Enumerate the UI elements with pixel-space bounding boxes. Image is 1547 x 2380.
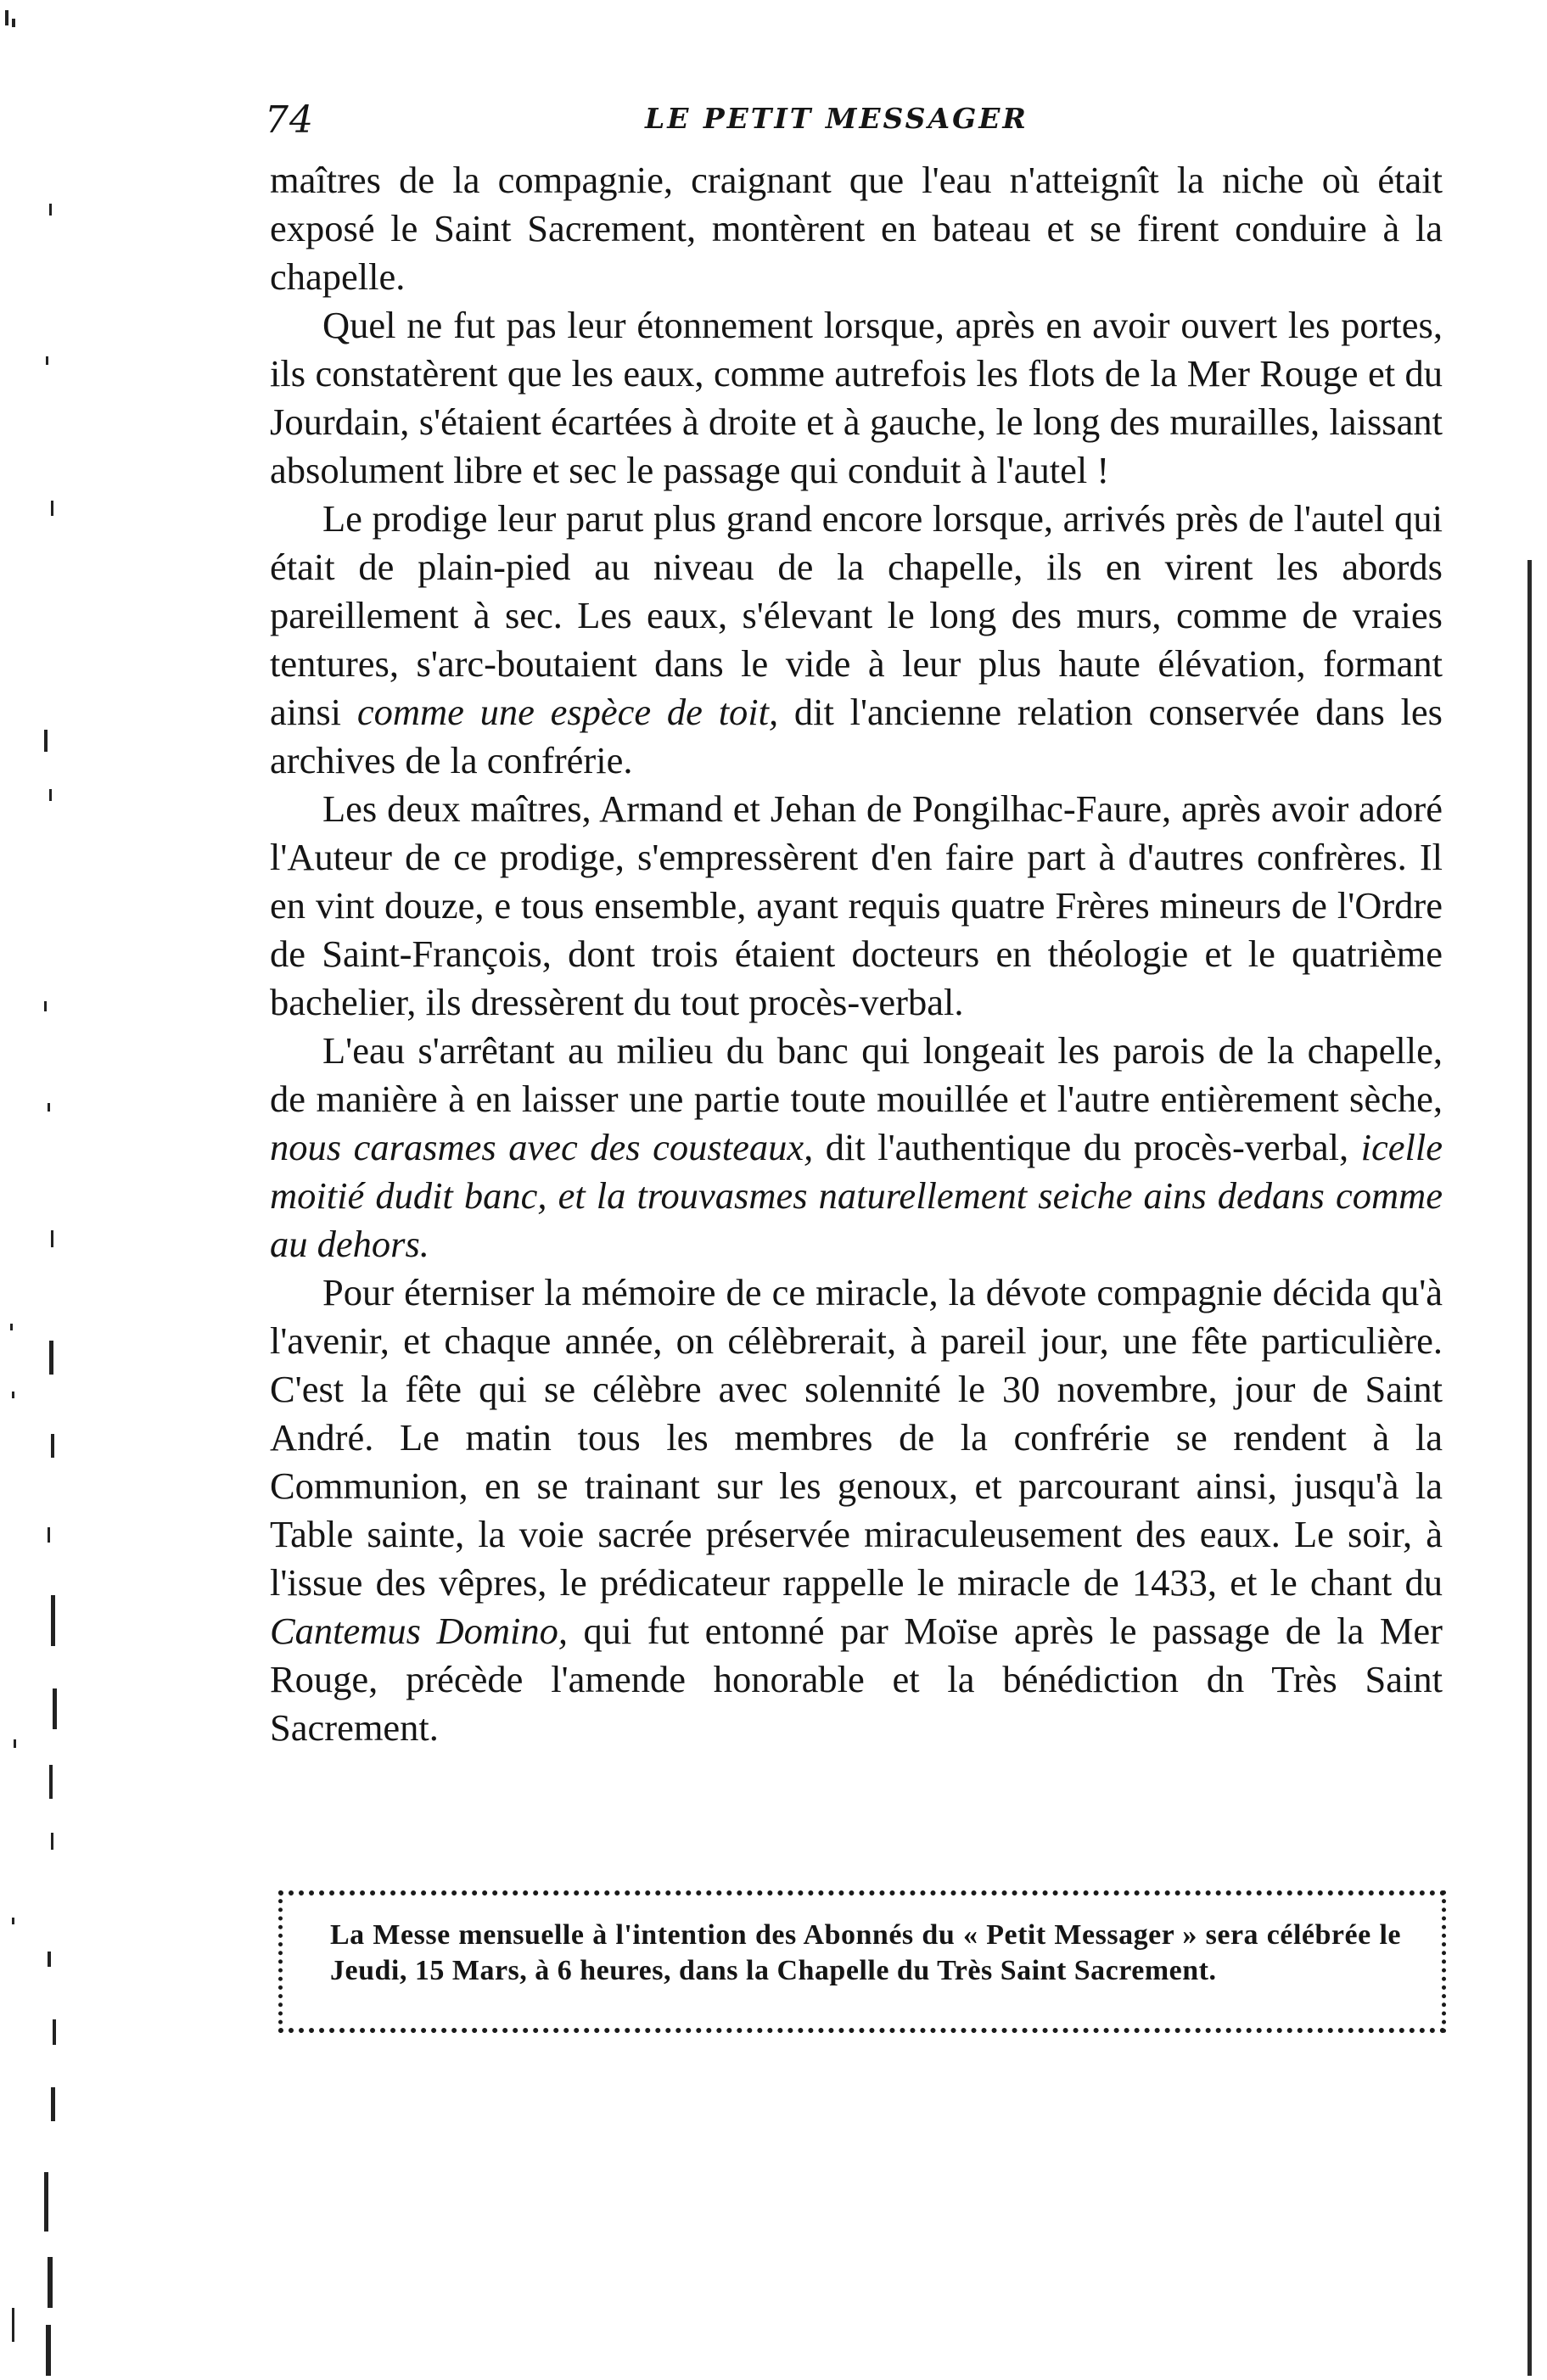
paragraph-5-text-a: L'eau s'arrêtant au milieu du banc qui longeait les parois de la chapelle, de manière à en laisser une partie toute mouillée et l'autre entièrement sèche, <box>270 1029 1443 1120</box>
scan-margin-artifacts <box>0 0 76 2380</box>
page-number: 74 <box>265 98 314 142</box>
paragraph-5-quote-2: icelle moitié dudit banc, et la trouvasmes naturellement seiche ains dedans comme au dehors. <box>270 1126 1443 1265</box>
main-text <box>270 156 1443 1752</box>
mass-notice-text: La Messe mensuelle à l'intention des Abonnés du « Petit Messager » sera célébrée le Jeudi, 15 Mars, à 6 heures, dans la Chapelle du Très Saint Sacrement. <box>330 1919 1401 1986</box>
paragraph-3-quote: comme une espèce de toit, <box>356 691 779 733</box>
paragraph-6 <box>270 1268 1443 1752</box>
paragraph-6-quote: Cantemus Domino, <box>270 1610 568 1652</box>
paragraph-1: maîtres de la compagnie, craignant que l'eau n'atteignît la niche où était exposé le Saint Sacrement, montèrent en bateau et se firent conduire à la chapelle. <box>270 159 1443 298</box>
page-edge-shadow <box>1527 560 1532 2376</box>
paragraph-5 <box>270 1027 1443 1268</box>
paragraph-5-quote-1: nous carasmes avec des cousteaux, <box>270 1126 814 1168</box>
paragraph-6-text-b: qui fut entonné par Moïse après le passage de la Mer Rouge, précède l'amende honorable et la bénédiction dn Très Saint Sacrement. <box>270 1610 1443 1749</box>
paragraph-4: Les deux maîtres, Armand et Jehan de Pongilhac-Faure, après avoir adoré l'Auteur de ce prodige, s'empressèrent d'en faire part à d'autres confrères. Il en vint douze, e tous ensemble, ayant requis quatre Frères mineurs de l'Ordre de Saint-François, dont trois étaient docteurs en théologie et le quatrième bachelier, ils dressèrent du tout procès-verbal. <box>270 787 1443 1023</box>
paragraph-3 <box>270 495 1443 785</box>
paragraph-3-text-b: dit l'ancienne relation conservée dans les archives de la confrérie. <box>270 691 1443 781</box>
paragraph-2: Quel ne fut pas leur étonnement lorsque, après en avoir ouvert les portes, ils constatèrent que les eaux, comme autrefois les flots de la Mer Rouge et du Jourdain, s'étaient écartées à droite et à gauche, le long des murailles, laissant absolument libre et sec le passage qui conduit à l'autel ! <box>270 304 1443 491</box>
running-title: LE PETIT MESSAGER <box>645 102 1029 135</box>
mass-notice-box <box>278 1890 1446 2033</box>
paragraph-5-text-b: dit l'authentique du procès-verbal, <box>813 1126 1361 1168</box>
paragraph-3-text-a: Le prodige leur parut plus grand encore lorsque, arrivés près de l'autel qui était de plain-pied au niveau de la chapelle, ils en virent les abords pareillement à sec. Les eaux, s'élevant le long des murs, comme de vraies tentures, s'arc-boutaient dans le vide à leur plus haute élévation, formant ainsi <box>270 497 1443 733</box>
paragraph-6-text-a: Pour éterniser la mémoire de ce miracle, la dévote compagnie décida qu'à l'avenir, et chaque année, on célèbrerait, à pareil jour, une fête particulière. C'est la fête qui se célèbre avec solennité le 30 novembre, jour de Saint André. Le matin tous les membres de la confrérie se rendent à la Communion, en se trainant sur les genoux, et parcourant ainsi, jusqu'à la Table sainte, la voie sacrée préservée miraculeusement des eaux. Le soir, à l'issue des vêpres, le prédicateur rappelle le miracle de 1433, et le chant du <box>270 1271 1443 1604</box>
